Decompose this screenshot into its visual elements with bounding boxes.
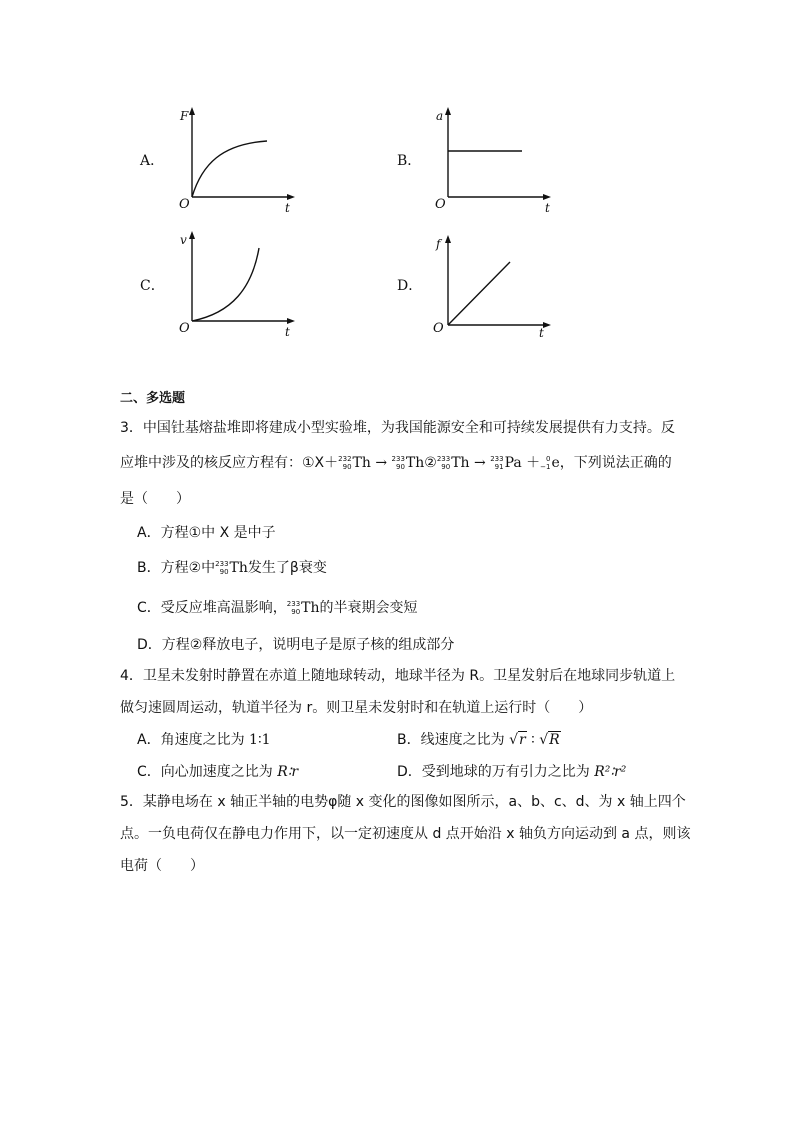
q4-option-a-text: A．角速度之比为 bbox=[137, 732, 250, 748]
q3-option-b bbox=[137, 557, 327, 577]
graph-d-x-arrow bbox=[543, 322, 551, 328]
th-symbol: Th bbox=[352, 455, 371, 471]
q4-option-d-value: R²∶r² bbox=[594, 764, 627, 780]
graph-d-origin: O bbox=[433, 321, 444, 336]
graph-b-origin: O bbox=[435, 197, 446, 212]
graph-d-label: D． bbox=[397, 278, 423, 294]
graph-d-x-label: t bbox=[539, 326, 544, 340]
q3-option-c-prefix: C．受反应堆高温影响， bbox=[137, 600, 287, 616]
q4-option-c-value: R∶r bbox=[277, 764, 299, 780]
nuclide-th233c-scripts: 233 90 bbox=[215, 560, 229, 576]
q4-line-2: 做匀速圆周运动，轨道半径为 r。则卫星未发射时和在轨道上运行时（ ） bbox=[120, 700, 593, 716]
graph-b-x-label: t bbox=[545, 201, 550, 214]
q4-option-d-text: D．受到地球的万有引力之比为 bbox=[397, 764, 595, 780]
q4-option-a bbox=[137, 729, 271, 749]
graph-a-origin: O bbox=[179, 197, 190, 212]
graph-b-y-arrow bbox=[445, 107, 451, 115]
th233d-symbol: Th bbox=[301, 600, 320, 616]
q5-line-2: 点。一负电荷仅在静电力作用下，以一定初速度从 d 点开始沿 x 轴负方向运动到 a 点，则该 bbox=[120, 826, 691, 842]
q3-option-d: D．方程②释放电子，说明电子是原子核的组成部分 bbox=[137, 637, 455, 653]
nuclide-th233-scripts: 233 90 bbox=[391, 455, 405, 471]
nuclide-th233b-scripts: 233 90 bbox=[436, 455, 451, 471]
sqrt-R: √R bbox=[539, 732, 560, 748]
graph-a bbox=[172, 104, 302, 214]
graph-c-origin: O bbox=[179, 321, 190, 336]
q3-option-b-suffix: 发生了β衰变 bbox=[247, 560, 327, 576]
graph-a-x-arrow bbox=[287, 194, 295, 200]
q5-line-3: 电荷（ ） bbox=[120, 858, 204, 874]
graph-c-x-arrow bbox=[287, 318, 295, 324]
q4-line-1: 4．卫星未发射时静置在赤道上随地球转动，地球半径为 R。卫星发射后在地球同步轨道上 bbox=[120, 668, 676, 684]
graph-a-label: A． bbox=[140, 153, 165, 169]
electron-scripts: 0 −1 bbox=[540, 455, 551, 471]
graph-c-y-label: v bbox=[180, 233, 187, 247]
q4-option-c-text: C．向心加速度之比为 bbox=[137, 764, 278, 780]
graph-c-x-label: t bbox=[285, 325, 290, 338]
graph-a-y-arrow bbox=[189, 107, 195, 115]
graph-d bbox=[428, 232, 558, 342]
q4-option-d bbox=[397, 761, 626, 781]
graph-a-y-label: F bbox=[180, 109, 189, 123]
th233c-symbol: Th bbox=[229, 560, 248, 576]
pa-symbol: Pa bbox=[504, 455, 522, 471]
q3-option-c bbox=[137, 597, 418, 617]
th233-symbol: Th bbox=[405, 455, 425, 471]
q3-line-1: 3．中国钍基熔盐堆即将建成小型实验堆，为我国能源安全和可持续发展提供有力支持。反 bbox=[120, 420, 675, 436]
graph-d-y-label: f bbox=[436, 237, 441, 251]
graph-b-y-label: a bbox=[436, 109, 444, 123]
graph-a-curve bbox=[192, 141, 267, 197]
nuclide-pa233-scripts: 233 91 bbox=[490, 455, 504, 471]
nuclide-th233d-scripts: 233 90 bbox=[286, 600, 301, 616]
sqrt-r: √r bbox=[509, 732, 526, 748]
q5-line-1: 5．某静电场在 x 轴正半轴的电势φ随 x 变化的图像如图所示，a、b、c、d、为 x 轴上四个 bbox=[120, 794, 686, 810]
eq2-marker: ② bbox=[424, 455, 437, 471]
graph-c-y-arrow bbox=[189, 231, 195, 239]
arrow: → bbox=[370, 455, 392, 471]
graph-c-label: C． bbox=[140, 278, 165, 294]
plus: ＋ bbox=[521, 455, 541, 471]
th233b-symbol: Th bbox=[451, 455, 470, 471]
q3-line-2-suffix: ，下列说法正确的 bbox=[559, 455, 672, 471]
graph-b bbox=[428, 104, 558, 214]
arrow-2: → bbox=[469, 455, 491, 471]
q4-option-b-text: B．线速度之比为 bbox=[397, 732, 510, 748]
q3-option-b-prefix: B．方程②中 bbox=[137, 560, 216, 576]
graph-a-x-label: t bbox=[285, 201, 290, 214]
q4-option-a-value: 1∶1 bbox=[249, 732, 271, 748]
electron-symbol: e bbox=[551, 455, 560, 471]
graph-d-curve bbox=[448, 262, 510, 325]
section-title: 二、多选题 bbox=[120, 391, 186, 406]
graph-c bbox=[172, 228, 302, 338]
graph-b-label: B． bbox=[397, 153, 422, 169]
q4-option-c bbox=[137, 761, 298, 781]
q3-option-c-suffix: 的半衰期会变短 bbox=[319, 600, 418, 616]
graph-c-curve bbox=[192, 248, 259, 321]
graph-d-y-arrow bbox=[445, 235, 451, 243]
q3-option-a: A．方程①中 X 是中子 bbox=[137, 525, 276, 541]
q3-line-3: 是（ ） bbox=[120, 491, 190, 507]
q3-line-2-prefix: 应堆中涉及的核反应方程有：①X＋ bbox=[120, 455, 339, 471]
graph-b-x-arrow bbox=[543, 194, 551, 200]
q3-line-2 bbox=[120, 452, 672, 472]
nuclide-th232-scripts: 232 90 bbox=[338, 455, 352, 471]
q4-option-b: B．线速度之比为 √r ∶ √R bbox=[397, 732, 560, 748]
